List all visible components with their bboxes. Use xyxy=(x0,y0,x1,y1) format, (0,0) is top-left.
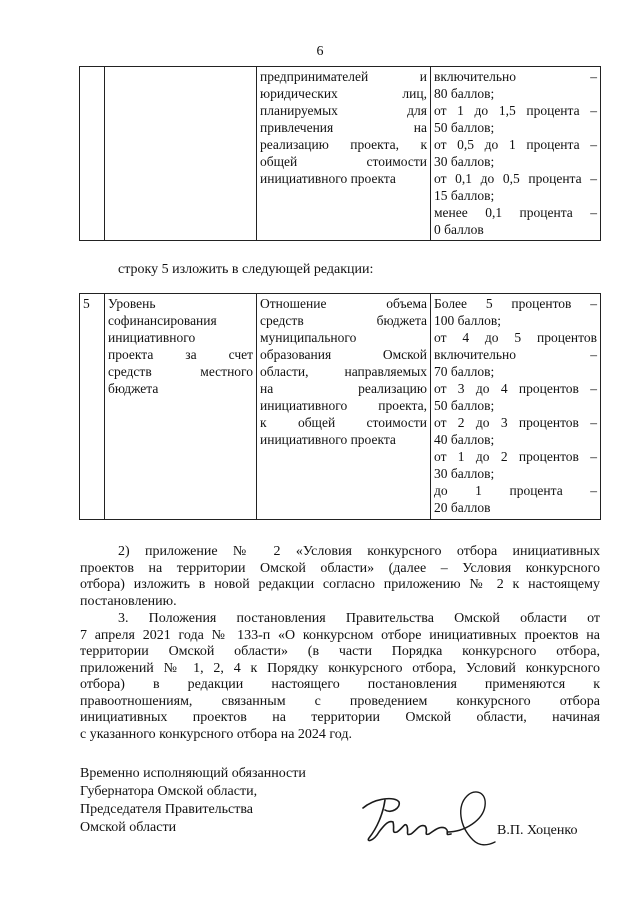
cell-line: 0 баллов xyxy=(434,222,484,237)
cell-line: инициативного проекта xyxy=(260,432,396,447)
paragraph-line: отбора) в редакции настоящего постановления применяются к xyxy=(80,677,600,692)
paragraph-line: правоотношениям, связанным с проведением конкурсного отбора xyxy=(80,693,600,709)
cell-line: 40 баллов; xyxy=(434,432,495,447)
cell-line: инициативного проекта xyxy=(260,171,396,186)
paragraph-line: инициативных проектов на территории Омской области, начиная xyxy=(80,710,600,725)
cell-line: инициативного xyxy=(108,330,196,345)
cell-line: муниципального xyxy=(260,330,357,345)
paragraph-3 xyxy=(80,611,600,743)
table-cell-empty xyxy=(80,67,105,241)
table-cell-scores xyxy=(431,67,601,241)
cell-line: Уровень xyxy=(108,296,156,311)
table-cell-criterion-description xyxy=(257,294,431,520)
cell-line: до 1 процента – xyxy=(434,483,597,498)
criteria-table-row-5 xyxy=(79,293,601,520)
cell-line: Отношение объема xyxy=(260,296,427,311)
cell-line: юридических лиц, xyxy=(260,86,427,101)
cell-line: 20 баллов xyxy=(434,500,491,515)
signatory-title-line: Временно исполняющий обязанности xyxy=(80,766,306,781)
paragraph-line: территории Омской области» (в части Порядка конкурсного отбора, xyxy=(80,644,600,659)
cell-line: 15 баллов; xyxy=(434,188,495,203)
cell-line: области, направляемых xyxy=(260,364,427,379)
signer-name: В.П. Хоценко xyxy=(497,823,578,838)
cell-line: от 3 до 4 процентов – xyxy=(434,381,597,396)
signatory-title-line: Председателя Правительства xyxy=(80,802,254,817)
paragraph-line: 2) приложение № 2 «Условия конкурсного отбора инициативных xyxy=(118,544,600,559)
cell-line: средств бюджета xyxy=(260,313,427,328)
cell-line: 50 баллов; xyxy=(434,398,495,413)
page-number: 6 xyxy=(316,44,324,59)
cell-line: 30 баллов; xyxy=(434,466,495,481)
cell-line: инициативного проекта, xyxy=(260,398,427,413)
cell-line: включительно – xyxy=(434,347,597,362)
cell-line: планируемых для xyxy=(260,103,427,118)
paragraph-line: постановлению. xyxy=(80,593,177,609)
cell-line: Более 5 процентов – xyxy=(434,296,597,311)
table-cell-scores xyxy=(431,294,601,520)
paragraph-line: с указанного конкурсного отбора на 2024 год. xyxy=(80,726,353,742)
cell-line: 100 баллов; xyxy=(434,313,501,328)
cell-line: 80 баллов; xyxy=(434,86,495,101)
cell-line: к общей стоимости xyxy=(260,415,427,430)
cell-line: от 1 до 2 процентов – xyxy=(434,449,597,464)
cell-line: от 2 до 3 процентов – xyxy=(434,415,597,430)
cell-line: привлечения на xyxy=(260,120,427,135)
signatory-title xyxy=(80,765,306,837)
cell-line: общей стоимости xyxy=(260,154,427,169)
cell-line: на реализацию xyxy=(260,381,427,396)
cell-line: включительно – xyxy=(434,69,597,84)
paragraph-line: проектов на территории Омской области» (далее – Условия конкурсного xyxy=(80,560,600,576)
cell-line: менее 0,1 процента – xyxy=(434,205,597,220)
table-cell-criterion xyxy=(105,294,257,520)
cell-line: 50 баллов; xyxy=(434,120,495,135)
paragraph-line: 3. Положения постановления Правительства Омской области от xyxy=(118,611,600,626)
paragraph-2 xyxy=(80,544,600,610)
paragraph-line: отбора) изложить в новой редакции согласно приложению № 2 к настоящему xyxy=(80,577,600,592)
cell-line: от 4 до 5 процентов xyxy=(434,330,597,345)
cell-line: бюджета xyxy=(108,381,159,396)
signatory-title-line: Омской области xyxy=(80,820,177,835)
cell-line: образования Омской xyxy=(260,347,427,362)
cell-line: от 1 до 1,5 процента – xyxy=(434,103,597,118)
cell-line: предпринимателей и xyxy=(260,69,427,84)
cell-line: софинансирования xyxy=(108,313,217,328)
cell-line: от 0,1 до 0,5 процента – xyxy=(434,171,597,186)
row-number: 5 xyxy=(80,294,105,520)
paragraph-line: 7 апреля 2021 года № 133-п «О конкурсном отборе инициативных проектов на xyxy=(80,627,600,643)
cell-line: 30 баллов; xyxy=(434,154,495,169)
cell-line: 70 баллов; xyxy=(434,364,495,379)
handwritten-signature xyxy=(355,780,505,855)
cell-line: проекта за счет xyxy=(108,347,253,362)
table-cell-empty xyxy=(105,67,257,241)
table-cell-criterion-description xyxy=(257,67,431,241)
signatory-title-line: Губернатора Омской области, xyxy=(80,784,258,799)
cell-line: средств местного xyxy=(108,364,253,379)
cell-line: реализацию проекта, к xyxy=(260,137,427,152)
criteria-table-continued xyxy=(79,66,601,241)
cell-line: от 0,5 до 1 процента – xyxy=(434,137,597,152)
paragraph-line: приложений № 1, 2, 4 к Порядку конкурсного отбора, Условий конкурсного xyxy=(80,660,600,676)
instruction-text: строку 5 изложить в следующей редакции: xyxy=(118,262,374,277)
